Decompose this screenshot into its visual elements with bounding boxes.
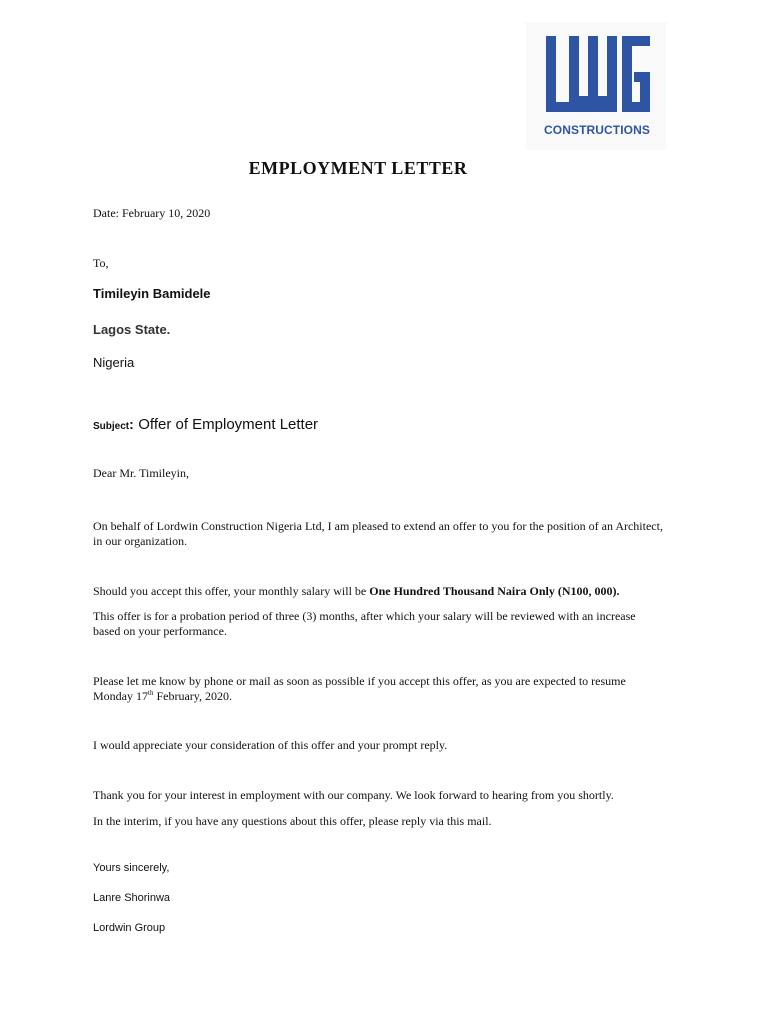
paragraph-salary bbox=[93, 584, 620, 599]
lwg-logo-mark bbox=[526, 22, 666, 122]
paragraph-resume-line2 bbox=[93, 689, 232, 704]
resume-date: February, 2020. bbox=[153, 689, 232, 703]
letter-date: Date: February 10, 2020 bbox=[93, 206, 211, 220]
logo-wordmark: CONSTRUCTIONS bbox=[544, 123, 650, 137]
salutation: Dear Mr. Timileyin, bbox=[93, 466, 190, 480]
resume-ordinal: th bbox=[148, 689, 154, 697]
subject-line bbox=[93, 416, 318, 434]
salary-intro: Should you accept this offer, your monthly salary will be bbox=[93, 584, 370, 598]
subject-text: Offer of Employment Letter bbox=[138, 416, 319, 433]
company-logo bbox=[526, 22, 666, 150]
letter-title: EMPLOYMENT LETTER bbox=[248, 158, 468, 178]
salary-amount: One Hundred Thousand Naira Only (N100, 000). bbox=[369, 584, 620, 598]
subject-label: Subject bbox=[93, 421, 130, 432]
recipient-name: Timileyin Bamidele bbox=[93, 286, 211, 301]
recipient-country: Nigeria bbox=[93, 355, 135, 370]
to-label: To, bbox=[93, 256, 109, 270]
resume-day: Monday 17 bbox=[93, 689, 148, 703]
subject-colon: : bbox=[129, 416, 134, 432]
recipient-state: Lagos State. bbox=[93, 322, 171, 337]
paragraph-appreciation: I would appreciate your consideration of this offer and your prompt reply. bbox=[93, 738, 448, 752]
signer-name: Lanre Shorinwa bbox=[93, 892, 171, 904]
paragraph-offer: On behalf of Lordwin Construction Nigeria Ltd, I am pleased to extend an offer to you for the position of an Architect, in our organization. bbox=[93, 519, 663, 548]
paragraph-probation: This offer is for a probation period of three (3) months, after which your salary will be reviewed with an increase based on your performance. bbox=[93, 609, 636, 638]
paragraph-resume-line1: Please let me know by phone or mail as soon as possible if you accept this offer, as you are expected to resume bbox=[93, 674, 626, 688]
paragraph-thanks: Thank you for your interest in employment with our company. We look forward to hearing from you shortly. bbox=[93, 788, 614, 802]
paragraph-questions: In the interim, if you have any questions about this offer, please reply via this mail. bbox=[93, 814, 492, 828]
valediction: Yours sincerely, bbox=[93, 862, 170, 874]
signer-organization: Lordwin Group bbox=[93, 922, 166, 934]
